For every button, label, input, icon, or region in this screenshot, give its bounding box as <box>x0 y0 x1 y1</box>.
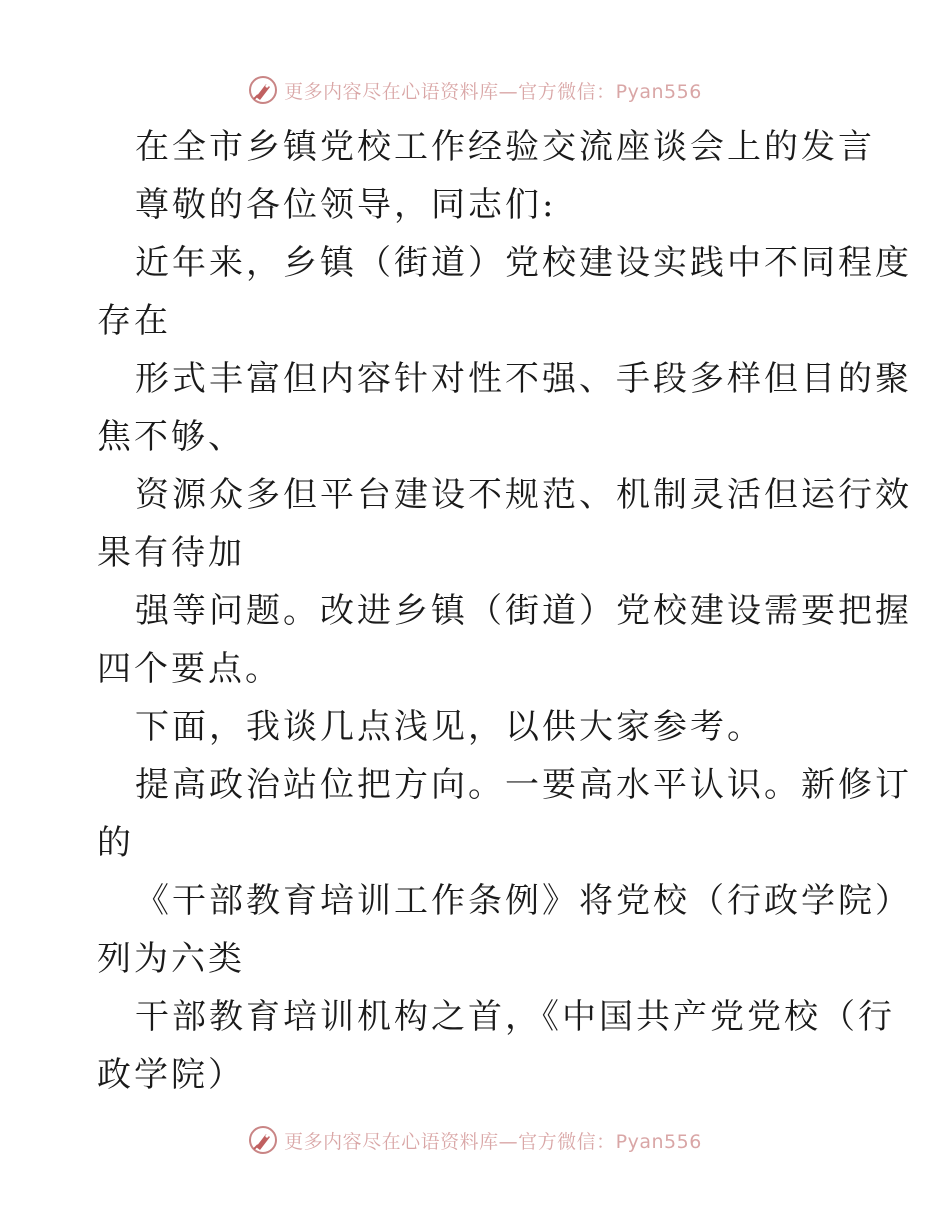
watermark-header <box>0 70 950 110</box>
pen-nib-logo-icon <box>248 1125 278 1155</box>
paragraph-line: 列为六类 <box>97 939 245 979</box>
paragraph-line: 提高政治站位把方向。一要高水平认识。新修订 <box>135 765 912 805</box>
paragraph-line: 四个要点。 <box>97 649 282 689</box>
paragraph-line: 《干部教育培训工作条例》将党校（行政学院） <box>135 881 912 921</box>
watermark-footer <box>0 1120 950 1160</box>
pen-nib-logo-icon <box>248 75 278 105</box>
paragraph-line: 焦不够、 <box>97 417 245 457</box>
paragraph-line: 政学院） <box>97 1055 245 1095</box>
paragraph-line: 强等问题。改进乡镇（街道）党校建设需要把握 <box>135 591 912 631</box>
watermark-text: 更多内容尽在心语资料库—官方微信：Pyan556 <box>284 1130 702 1153</box>
document-body <box>97 118 912 1104</box>
paragraph-line: 资源众多但平台建设不规范、机制灵活但运行效 <box>135 475 912 515</box>
paragraph-line: 干部教育培训机构之首，《中国共产党党校（行 <box>135 997 895 1037</box>
paragraph-line: 下面，我谈几点浅见，以供大家参考。 <box>135 707 764 747</box>
paragraph-line: 近年来，乡镇（街道）党校建设实践中不同程度 <box>135 243 912 283</box>
paragraph-line: 果有待加 <box>97 533 245 573</box>
paragraph-line: 形式丰富但内容针对性不强、手段多样但目的聚 <box>135 359 912 399</box>
salutation: 尊敬的各位领导，同志们: <box>135 185 557 225</box>
watermark-text: 更多内容尽在心语资料库—官方微信：Pyan556 <box>284 80 702 103</box>
document-title: 在全市乡镇党校工作经验交流座谈会上的发言 <box>135 127 875 167</box>
paragraph-line: 的 <box>97 823 134 863</box>
paragraph-line: 存在 <box>97 301 171 341</box>
